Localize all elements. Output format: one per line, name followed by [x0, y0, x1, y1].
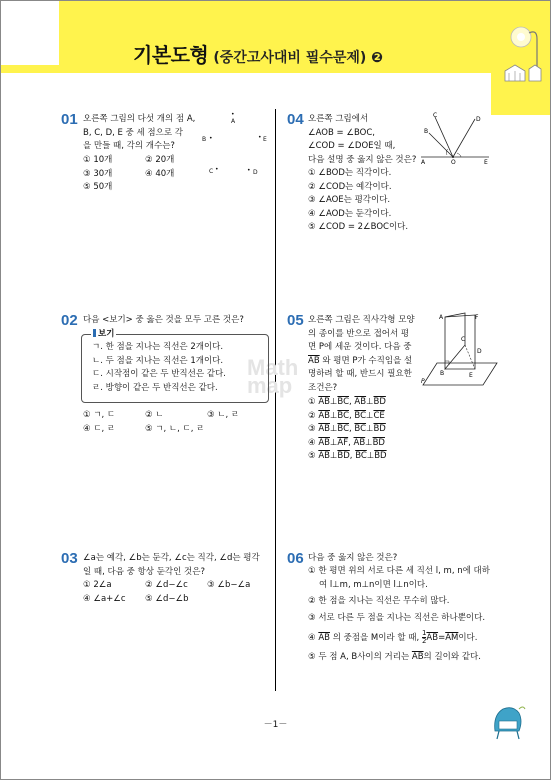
q2-choice-2[interactable]: ② ㄴ: [145, 410, 164, 420]
q2-example-box: [81, 334, 269, 403]
lamp-illustration-icon: [499, 19, 543, 89]
question-2-choices: [83, 409, 239, 436]
q4-choice-1[interactable]: ① ∠BOD는 직각이다.: [308, 168, 392, 178]
question-1-choices: [83, 154, 174, 195]
q5-label-a: A: [439, 314, 444, 321]
q4-choice-3[interactable]: ③ ∠AOE는 평각이다.: [308, 195, 391, 206]
q4-label-o: O: [451, 159, 456, 165]
q2-box-item-3: ㄷ. 시작점이 같은 두 반직선은 같다.: [92, 369, 226, 380]
q2-box-item-4: ㄹ. 방향이 같은 두 반직선은 같다.: [92, 382, 218, 393]
q4-label-d: D: [476, 116, 481, 123]
q1-choice-5[interactable]: ⑤ 50개: [83, 182, 113, 193]
q4-label-e: E: [484, 159, 488, 165]
question-5-choices: [308, 396, 387, 464]
q4-label-b: B: [424, 128, 429, 135]
question-number-6: 06: [287, 550, 304, 567]
question-6-text: 다음 중 옳지 않은 것은?: [308, 553, 398, 563]
q4-label-c: C: [433, 112, 438, 119]
question-number-4: 04: [287, 111, 304, 128]
q4-angle-figure: [419, 111, 493, 165]
q5-choice-3[interactable]: ③ $\overline{AB}\perp\overline{BC}$, $\overline{BC}\perp\overline{BD}$: [308, 424, 386, 435]
q5-choice-1[interactable]: ① $\overline{AB}\perp\overline{BC}$, $\overline{AB}\perp\overline{BD}$: [308, 397, 386, 407]
q3-choice-4[interactable]: ④ ∠a+∠c: [83, 593, 126, 604]
page-number: －1－: [263, 720, 288, 730]
q5-label-p: P: [421, 378, 425, 385]
q6-choice-4[interactable]: ④ $\overline{AB}$ 의 중점을 M이라 할 때, $\frac{1}{2}$ $\overline{AB}=\overline{AM}$이다.: [308, 629, 478, 646]
q5-label-b: B: [440, 370, 445, 377]
q2-choice-1[interactable]: ① ㄱ, ㄷ: [83, 410, 116, 420]
q5-choice-4[interactable]: ④ $\overline{AB}\perp\overline{AF}$, $\overline{AB}\perp\overline{BD}$: [308, 437, 385, 448]
q3-choice-5[interactable]: ⑤ ∠d−∠b: [145, 593, 189, 604]
q6-choice-5[interactable]: ⑤ 두 점 A, B사이의 거리는 $\overline{AB}$의 길이와 같다.: [308, 652, 481, 663]
watermark: Math map: [247, 355, 299, 398]
question-6-choices: [308, 565, 490, 665]
q5-label-f: F: [475, 314, 479, 321]
q2-choice-5[interactable]: ⑤ ㄱ, ㄴ, ㄷ, ㄹ: [145, 423, 205, 434]
q5-label-d: D: [477, 348, 482, 355]
q4-choice-4[interactable]: ④ ∠AOD는 둔각이다.: [308, 208, 392, 219]
page-title: [133, 39, 383, 68]
q5-segment-ab: $\overline{AB}$: [308, 355, 320, 366]
q5-choice-5[interactable]: ⑤ $\overline{AB}\perp\overline{BD}$, $\overline{BC}\perp\overline{BD}$: [308, 451, 387, 462]
q6-choice-2[interactable]: ② 한 점을 지나는 직선은 무수히 많다.: [308, 596, 450, 607]
q4-label-a: A: [421, 159, 426, 165]
q1-choice-3[interactable]: ③ 30개: [83, 168, 113, 179]
worksheet-page: 기본도형 (중간고사대비 필수문제) ❷ Math map 01 오른쪽 그림의 다섯 개의 점 A, B, C, D, E 중 세 점으로 각 을 만들 때, 각의 개수는? ① 10개 ② 20개 ③ 30개 ④ 40개 ⑤ 50개 • A B • C • • D • E 04 오른쪽 그림에서 ∠AOB = ∠BOC, ∠COD = ∠DOE일 때, 다음 설명 중 옳지 않은 것은? ① ∠BOD는 직각이다. ② ∠COD는 예각이다. ③ ∠AOE는 평각이다. ④ ∠AOD는 둔각이다. ⑤ ∠COD = 2∠BOC이다. A B C D E O 02 다음 <보기> 중 옳은 것을 모두 고른 것은? ㄱ. 한 점을 지나는 직선은 2개이다. ㄴ. 두 점을 지나는 직선은 1개이다. ㄷ. 시작점이 같은 두 반직선은 같다. ㄹ. 방향이 같은 두 반직선은 같다. 보기 ① ㄱ, ㄷ ② ㄴ ③ ㄴ, ㄹ ④ ㄷ, ㄹ ⑤ ㄱ, ㄴ, ㄷ, ㄹ 05 오른쪽 그림은 직사각형 모양 의 종이를 반으로 접어서 평 면 P에 세운 것이다. 다음 중 $\overline{AB}$ 와 평면 P가 수직임을 설 명하려 할 때, 반드시 필요한 조건은? ① $\overline{AB}\perp\overline{BC}$, $\overline{AB}\perp\overline{BD}$ ② $\overline{AB}\perp\overline{BC}$, $\overline{BC}\perp\overline{CE}$ ③ $\overline{AB}\perp\overline{BC}$, $\overline{BC}\perp\overline{BD}$ ④ $\overline{AB}\perp\overline{AF}$, $\overline{AB}\perp\overline{BD}$ ⑤ $\overline{AB}\perp\overline{BD}$, $\overline{BC}\perp\overline{BD}$ A B C D E F P 03 ∠a는 예각, ∠b는 둔각, ∠c는 직각, ∠d는 평각 일 때, 다음 중 항상 둔각인 것은? ① 2∠a ② ∠d−∠c ③ ∠b−∠a ④ ∠a+∠c ⑤ ∠d−∠b 06 다음 중 옳지 않은 것은? ① 한 평면 위의 서로 다른 세 직선 l, m, n에 대하 여 l⊥m, m⊥n이면 l⊥n이다. ② 한 점을 지나는 직선은 무수히 많다. ③ 서로 다른 두 점을 지나는 직선은 하나뿐이다. ④ $\overline{AB}$ 의 중점을 M이라 할 때, $\frac{1}{2}$ $\overline{AB}=\overline{AM}$이다. ⑤ 두 점 A, B사이의 거리는 $\overline{AB}$의 길이와 같다. －1－: [0, 0, 551, 780]
question-number-2: 02: [61, 312, 78, 329]
q6-choice-1-cont: 여 l⊥m, m⊥n이면 l⊥n이다.: [319, 579, 428, 590]
q2-box-item-1: ㄱ. 한 점을 지나는 직선은 2개이다.: [92, 342, 224, 352]
q4-choice-2[interactable]: ② ∠COD는 예각이다.: [308, 181, 392, 192]
q3-choice-1[interactable]: ① 2∠a: [83, 580, 112, 590]
title-subtitle: (중간고사대비 필수문제) ❷: [213, 50, 384, 66]
title-main: 기본도형: [133, 43, 209, 67]
question-number-1: 01: [61, 111, 78, 128]
q2-box-label: 보기: [91, 327, 116, 339]
q1-choice-4[interactable]: ④ 40개: [145, 168, 175, 179]
question-5-text: 오른쪽 그림은 직사각형 모양 의 종이를 반으로 접어서 평 면 P에 세운 것이다. 다음 중 $\overline{AB}$ 와 평면 P가 수직임을 설 명하려 할 때, 반드시 필요한 조건은?: [308, 315, 415, 393]
question-4-text: 오른쪽 그림에서 ∠AOB = ∠BOC, ∠COD = ∠DOE일 때, 다음 설명 중 옳지 않은 것은?: [308, 114, 417, 165]
q3-choice-2[interactable]: ② ∠d−∠c: [145, 580, 188, 590]
q5-choice-2[interactable]: ② $\overline{AB}\perp\overline{BC}$, $\overline{BC}\perp\overline{CE}$: [308, 410, 385, 421]
q2-choice-4[interactable]: ④ ㄷ, ㄹ: [83, 423, 116, 434]
question-4-choices: [308, 167, 408, 235]
q5-label-e: E: [469, 372, 473, 379]
question-number-3: 03: [61, 550, 78, 567]
question-3-text: ∠a는 예각, ∠b는 둔각, ∠c는 직각, ∠d는 평각 일 때, 다음 중 항상 둔각인 것은?: [83, 553, 260, 577]
q6-choice-3[interactable]: ③ 서로 다른 두 점을 지나는 직선은 하나뿐이다.: [308, 612, 486, 623]
question-number-5: 05: [287, 312, 304, 329]
question-2-text: 다음 <보기> 중 옳은 것을 모두 고른 것은?: [83, 315, 244, 325]
question-1-text: 오른쪽 그림의 다섯 개의 점 A, B, C, D, E 중 세 점으로 각 을 만들 때, 각의 개수는?: [83, 114, 196, 152]
q5-label-c: C: [461, 336, 466, 343]
q1-choice-1[interactable]: ① 10개: [83, 155, 113, 165]
q2-box-item-2: ㄴ. 두 점을 지나는 직선은 1개이다.: [92, 355, 224, 366]
chair-illustration-icon: [489, 701, 529, 741]
question-3-choices: [83, 579, 250, 606]
q5-folded-paper-figure: [419, 311, 499, 391]
q2-choice-3[interactable]: ③ ㄴ, ㄹ: [207, 410, 240, 420]
q6-choice-1[interactable]: ① 한 평면 위의 서로 다른 세 직선 l, m, n에 대하: [308, 566, 490, 576]
column-divider: [275, 109, 276, 691]
q3-choice-3[interactable]: ③ ∠b−∠a: [207, 580, 251, 590]
q1-choice-2[interactable]: ② 20개: [145, 155, 175, 165]
header-left-strip: [1, 1, 59, 65]
q4-choice-5[interactable]: ⑤ ∠COD = 2∠BOC이다.: [308, 222, 409, 233]
